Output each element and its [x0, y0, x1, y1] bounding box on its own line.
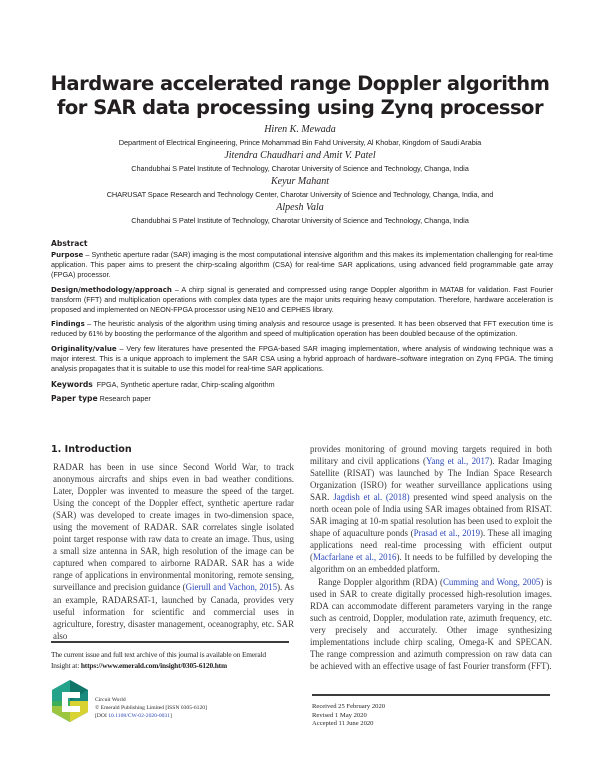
doi-line: [95, 712, 207, 720]
notice-text: Insight at:: [51, 660, 81, 670]
paragraph: [310, 576, 552, 672]
abstract-originality: [51, 344, 553, 375]
archive-notice: [51, 650, 301, 671]
body-column-left: [53, 461, 294, 642]
footer-divider-left: [51, 641, 289, 643]
abstract-heading: Abstract: [51, 239, 88, 248]
abstract-findings: [51, 319, 553, 339]
abstract: [51, 239, 553, 409]
author-affiliation: Chandubhai S Patel Institute of Technology, Charotar University of Science and Technology, Changa, India: [131, 164, 469, 173]
paragraph: [53, 461, 294, 642]
date-revised: Revised 1 May 2020: [312, 711, 367, 719]
publication-dates: [312, 703, 385, 729]
keywords-label: Keywords: [51, 380, 93, 390]
abstract-text: – A chirp signal is generated and compressed using range Doppler algorithm in MATAB for validation. Fast Fourier transform (FFT) and multiplication operations with complex data types are the major units requiring heavy computation. Therefore, hardware acceleration is proposed and implemented on NEON-FPGA processor using NE10 and CEPHES library.: [51, 284, 553, 315]
abstract-design: [51, 285, 553, 316]
section-heading-introduction: 1. Introduction: [51, 444, 132, 455]
paper-type-value: Research paper: [99, 394, 151, 404]
paper-type-label: Paper type: [51, 394, 98, 404]
journal-name: Circuit World: [95, 697, 126, 703]
author-name: Hiren K. Mewada: [264, 124, 336, 135]
text-run: ). Radar Imaging Satellite (RISAT) was launched by The Indian Space Research Organization (ISRO) for weather surveillance applications using SAR.: [310, 456, 552, 503]
text-run: Range Doppler algorithm (RDA) (: [318, 576, 443, 587]
author-name: Alpesh Vala: [276, 202, 324, 213]
text-run: ). As an example, RADARSAT-1, launched by Canada, provides very useful information for scientific and commercial uses in agriculture, forestry, disaster management, oceanography, etc. SAR also: [53, 582, 294, 641]
paper-title: [0, 72, 600, 120]
citation-link[interactable]: Yang et al., 2017: [425, 456, 490, 467]
citation-link[interactable]: Jagdish et al. (2018): [333, 492, 410, 503]
abstract-label: Originality/value: [51, 344, 117, 353]
abstract-label: Findings: [51, 320, 85, 329]
author-affiliation: Department of Electrical Engineering, Prince Mohammad Bin Fahd University, Al Khobar, Kingdom of Saudi Arabia: [118, 138, 482, 147]
author-name: Jitendra Chaudhari and Amit V. Patel: [224, 150, 376, 161]
text-run: provides monitoring of ground moving targets required in both military and civil applications (: [310, 444, 552, 467]
text-run: presented wind speed analysis on the north ocean pole of India using SAR images obtained from RISAT. SAR imaging at 10-m spatial resolution has been used to exploit the shape of aquaculture ponds (: [310, 492, 552, 539]
author-block: [0, 123, 600, 227]
footer-divider-right: [312, 694, 550, 696]
keywords: [51, 380, 553, 390]
date-received: Received 25 February 2020: [312, 703, 386, 710]
abstract-label: Design/methodology/approach: [51, 285, 172, 294]
title-line-2: for SAR data processing using Zynq processor: [56, 96, 544, 119]
paragraph: [310, 443, 552, 576]
notice-line-2: [51, 661, 301, 672]
abstract-label: Purpose: [51, 251, 84, 259]
citation-link[interactable]: Macfarlane et al., 2016: [312, 552, 397, 563]
emerald-logo-icon: [50, 680, 90, 722]
publisher-issn: © Emerald Publishing Limited [ISSN 0305-6120]: [95, 705, 207, 711]
text-run: ). It needs to be fulfilled by developing the algorithm on an embedded platform.: [310, 552, 552, 575]
text-run: ) is used in SAR to create digitally processed high-resolution images. RDA can accommodate different parameters varying in the range such as centroid, Doppler, modulation rate, azimuth frequency, etc. very precisely and accurately. Other image synthesizing implementations include chirp scaling, Omega-K and SPECAN. The range compression and azimuth compression on raw data can be achieved with an effective usage of fast Fourier transform (FFT).: [310, 576, 553, 671]
citation-link[interactable]: Gierull and Vachon, 2015: [185, 582, 278, 593]
journal-info: [95, 696, 207, 720]
abstract-text: – Very few literatures have presented the FPGA-based SAR imaging implementation, where analysis of windowing technique was a major interest. This is a unique approach to implement the SAR CSA using a hybrid approach of hardware–software integration on Zynq FPGA. The timing analysis propagates that it is suitable to use this model for real-time SAR applications.: [51, 343, 553, 374]
text-run: RADAR has been in use since Second World War, to track anonymous aircrafts and ships even in bad weather conditions. Later, Doppler was invented to measure the speed of the target. Using the concept of the Doppler effect, synthetic aperture radar (SAR) was developed to create images in two-dimension space, using the movement of RADAR. SAR correlates single isolated point target response with raw data to create an image. Thus, using a small size antenna in SAR, high resolution of the image can be captured when compared to airborne RADAR. SAR has a wide range of applications in environmental monitoring, remote sensing, surveillance and precision guidance (: [53, 462, 294, 593]
paper-type: [51, 394, 553, 404]
citation-link[interactable]: Prasad et al., 2019: [413, 528, 481, 539]
abstract-text: – The heuristic analysis of the algorithm using timing analysis and resource usage is presented. It has been observed that FFT execution time is reduced by 61% by boosting the performance of the algorithm and speed of multiplication operation has been doubled because of the optimization.: [51, 319, 553, 339]
text-run: ). These all imaging applications need real-time processing with efficient output (: [310, 528, 552, 563]
emerald-insight-url[interactable]: https://www.emerald.com/insight/0305-6120.htm: [80, 660, 228, 670]
author-affiliation: CHARUSAT Space Research and Technology Center, Charotar University of Science and Technology, Changa, India, and: [106, 190, 494, 199]
doi-prefix: [DOI: [95, 713, 109, 719]
keywords-value: FPGA, Synthetic aperture radar, Chirp-scaling algorithm: [96, 380, 275, 390]
notice-text: The current issue and full text archive of this journal is available on Emerald: [51, 650, 266, 659]
abstract-text: – Synthetic aperture radar (SAR) imaging is the most computational intensive algorithm and this makes its implementation challenging for real-time application. This paper aims to present the chirp-scaling algorithm (CSA) for real-time SAR applications, using advanced field programmable gate array (FPGA) processor.: [51, 250, 553, 280]
abstract-purpose: [51, 250, 553, 281]
doi-link[interactable]: 10.1108/CW-02-2020-0031: [108, 713, 171, 719]
doi-suffix: ]: [170, 713, 172, 719]
author-affiliation: Chandubhai S Patel Institute of Technology, Charotar University of Science and Technology, Changa, India: [131, 216, 469, 225]
citation-link[interactable]: Cumming and Wong, 2005: [442, 576, 541, 587]
date-accepted: Accepted 11 June 2020: [312, 720, 374, 728]
body-column-right: [310, 443, 552, 672]
author-name: Keyur Mahant: [270, 176, 330, 187]
title-line-1: Hardware accelerated range Doppler algorithm: [50, 72, 550, 95]
